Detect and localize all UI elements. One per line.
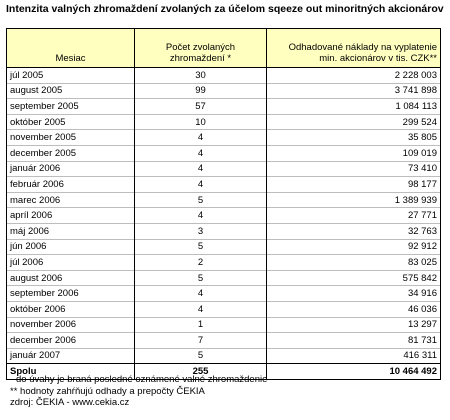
cell-count: 4 <box>135 301 267 317</box>
cell-month: november 2006 <box>7 317 135 333</box>
table-row <box>7 239 441 255</box>
cell-cost: 1 084 113 <box>267 99 441 115</box>
cell-cost: 92 912 <box>267 239 441 255</box>
cell-count: 7 <box>135 333 267 349</box>
table-row <box>7 255 441 271</box>
cell-cost: 83 025 <box>267 255 441 271</box>
cell-cost: 416 311 <box>267 348 441 364</box>
cell-cost: 46 036 <box>267 301 441 317</box>
cell-month: apríl 2006 <box>7 208 135 224</box>
cell-month: január 2007 <box>7 348 135 364</box>
cell-count: 4 <box>135 145 267 161</box>
table-row <box>7 83 441 99</box>
cell-cost: 34 916 <box>267 286 441 302</box>
header-count: Počet zvolaných zhromaždení * <box>135 29 267 68</box>
header-row <box>7 29 441 68</box>
table-row <box>7 130 441 146</box>
table-row <box>7 114 441 130</box>
table-row <box>7 208 441 224</box>
cell-cost: 13 297 <box>267 317 441 333</box>
cell-month: august 2006 <box>7 270 135 286</box>
header-month: Mesiac <box>7 29 135 68</box>
cell-month: august 2005 <box>7 83 135 99</box>
total-month: Spolu <box>7 364 135 380</box>
cell-count: 4 <box>135 177 267 193</box>
cell-month: október 2006 <box>7 301 135 317</box>
cell-count: 30 <box>135 68 267 84</box>
table-row <box>7 192 441 208</box>
header-cost: Odhadované náklady na vyplatenie min. akcionárov v tis. CZK** <box>267 29 441 68</box>
cell-month: február 2006 <box>7 177 135 193</box>
cell-count: 5 <box>135 348 267 364</box>
footnote-1: do úvahy je braná posledné oznámené valné zhromaždenie <box>16 374 268 385</box>
cell-cost: 98 177 <box>267 177 441 193</box>
cell-count: 57 <box>135 99 267 115</box>
cell-month: marec 2006 <box>7 192 135 208</box>
cell-cost: 27 771 <box>267 208 441 224</box>
cell-count: 10 <box>135 114 267 130</box>
table-row <box>7 223 441 239</box>
cell-count: 2 <box>135 255 267 271</box>
cell-month: júl 2005 <box>7 68 135 84</box>
table-title: Intenzita valných zhromaždení zvolaných za účelom sqeeze out minoritných akcionárov <box>6 3 444 15</box>
cell-count: 4 <box>135 130 267 146</box>
table-row <box>7 99 441 115</box>
table-row <box>7 286 441 302</box>
cell-month: december 2005 <box>7 145 135 161</box>
total-cost: 10 464 492 <box>267 364 441 380</box>
cell-month: september 2006 <box>7 286 135 302</box>
total-count: 255 <box>135 364 267 380</box>
table-row <box>7 68 441 84</box>
cell-cost: 32 763 <box>267 223 441 239</box>
cell-cost: 299 524 <box>267 114 441 130</box>
table-body <box>7 68 441 380</box>
cell-count: 3 <box>135 223 267 239</box>
table-row <box>7 317 441 333</box>
cell-cost: 73 410 <box>267 161 441 177</box>
footnote-2: ** hodnoty zahŕňujú odhady a prepočty ČEKIA <box>10 385 205 397</box>
cell-cost: 109 019 <box>267 145 441 161</box>
cell-cost: 1 389 939 <box>267 192 441 208</box>
cell-count: 99 <box>135 83 267 99</box>
cell-count: 5 <box>135 270 267 286</box>
cell-count: 5 <box>135 239 267 255</box>
cell-month: november 2005 <box>7 130 135 146</box>
cell-month: jún 2006 <box>7 239 135 255</box>
cell-count: 1 <box>135 317 267 333</box>
table-row <box>7 301 441 317</box>
data-table <box>6 28 441 380</box>
cell-month: júl 2006 <box>7 255 135 271</box>
cell-month: september 2005 <box>7 99 135 115</box>
footnote-source: zdroj: ČEKIA - www.cekia.cz <box>10 397 130 408</box>
cell-count: 5 <box>135 192 267 208</box>
cell-month: december 2006 <box>7 333 135 349</box>
cell-count: 4 <box>135 208 267 224</box>
cell-month: máj 2006 <box>7 223 135 239</box>
cell-count: 4 <box>135 161 267 177</box>
cell-cost: 575 842 <box>267 270 441 286</box>
table-row <box>7 348 441 364</box>
table-row <box>7 333 441 349</box>
cell-count: 4 <box>135 286 267 302</box>
cell-cost: 2 228 003 <box>267 68 441 84</box>
table-row <box>7 161 441 177</box>
cell-month: január 2006 <box>7 161 135 177</box>
table-row <box>7 270 441 286</box>
cell-cost: 35 805 <box>267 130 441 146</box>
table-row <box>7 145 441 161</box>
cell-cost: 81 731 <box>267 333 441 349</box>
cell-month: október 2005 <box>7 114 135 130</box>
table-row <box>7 177 441 193</box>
footnotes <box>10 374 440 409</box>
cell-cost: 3 741 898 <box>267 83 441 99</box>
